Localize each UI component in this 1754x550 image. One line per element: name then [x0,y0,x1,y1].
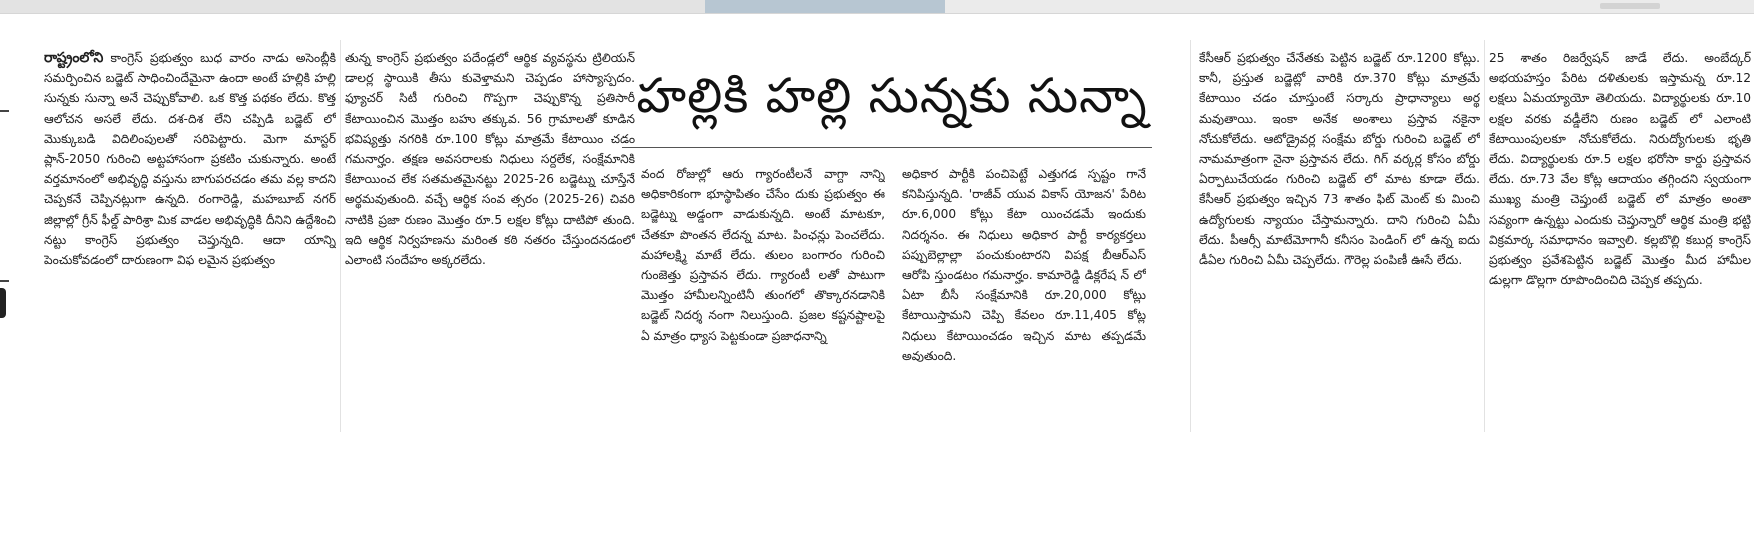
article-column-6 [1489,48,1751,434]
toolbar-segment-left [0,0,705,13]
page-edge-marks [0,20,14,432]
column-text: వంద రోజుల్లో ఆరు గ్యారంటీలనే వాగ్దా నాన్ని అధికారికంగా భూస్థాపితం చేసేం దుకు ప్రభుత్వం ఈ బడ్జెట్ను అడ్డంగా వాడుకున్నది. అంటే మాటకూ, చేతకూ పొంతన లేదన్న మాట. పింఛన్లు పెంచలేదు. మహాలక్ష్మి మాటే లేదు. తులం బంగారం గురించి గుంజెత్తు ప్రస్తావన లేదు. గ్యారంటీ లతో పాటుగా మొత్తం హామీలన్నింటినీ తుంగలో తొక్కారనడానికి బడ్జెట్ నిదర్శ నంగా నిలుస్తుంది. ప్రజల కష్టనష్టాలపై ఏ మాత్రం ధ్యాస పెట్టకుండా ప్రజాధనాన్ని [641,167,885,343]
article-column-2 [345,48,635,434]
lead-word: రాష్ట్రంలోని [44,50,104,66]
headline-underline [622,147,1152,148]
column-gutter [340,40,341,432]
column-gutter [1484,40,1485,432]
article-column-1 [44,48,336,434]
edge-tick [0,280,9,282]
column-text: కాంగ్రెస్ ప్రభుత్వం బుధ వారం నాడు అసెంబ్లీకి సమర్పించిన బడ్జెట్ సాధించిందేమైనా ఉందా అంటే హల్లికి హల్లి సున్నకు సున్నా అనే చెప్పుకోవాలి. ఒక కొత్త పథకం లేదు. కొత్త ఆలోచన అసలే లేదు. దశ-దిశ లేని చప్పిడి బడ్జెట్ లో మొక్కుబడి విదిలింపులతో సరిపెట్టారు. మెగా మాస్టర్ ప్లాన్-2050 గురించి అట్టహాసంగా ప్రకటిం చుకున్నారు. అంటే వర్తమానంలో అభివృద్ధి వస్తును బాగుపరచడం తమ వల్ల కాదని చెప్పకనే చెప్పినట్లుగా ఉన్నది. రంగారెడ్డి, మహబూబ్ నగర్ జిల్లాల్లో గ్రీన్ ఫీల్డ్ పారిశ్రా మిక వాడల అభివృద్ధికి దీనిని ఉద్దేశించి నట్టు కాంగ్రెస్ ప్రభుత్వం చెప్తున్నది. ఆదా యాన్ని పెంచుకోవడంలో దారుణంగా విఫ లమైన ప్రభుత్వం [44,51,336,268]
toolbar-control[interactable] [1600,3,1660,9]
column-paragraph [44,48,336,270]
edge-fragment [0,288,6,318]
column-text: తున్న కాంగ్రెస్ ప్రభుత్వం పదేండ్లలో ఆర్థిక వ్యవస్థను ట్రిలియన్ డాలర్ల స్థాయికి తీసు కువెళ్తామని చెప్పడం హాస్యాస్పదం. ఫ్యూచర్ సిటీ గురించి గొప్పగా చెప్పుకొన్న ప్రతిసారీ కేటాయించిన మొత్తం బహు తక్కువ. 56 గ్రామాలతో కూడిన భవిష్యత్తు నగరికి రూ.100 కోట్లు మాత్రమే కేటాయిం చడం గమనార్హం. తక్షణ అవసరాలకు నిధులు సర్దలేక, సంక్షేమానికి కేటాయించ లేక సతమతమైనట్టు 2025-26 బడ్జెట్ను చూస్తేనే అర్థమవుతుంది. వచ్చే ఆర్థిక సంవ త్సరం (2025-26) చివరి నాటికి ప్రజా రుణం మొత్తం రూ.5 లక్షల కోట్లు దాటిపో తుంది. ఇది ఆర్థిక నిర్వహణను మరింత కఠి నతరం చేస్తుందనడంలో ఎలాంటి సందేహం అక్కరలేదు. [345,51,635,268]
column-text: కేసీఆర్ ప్రభుత్వం చేనేతకు పెట్టిన బడ్జెట్ రూ.1200 కోట్లు. కానీ, ప్రస్తుత బడ్జెట్లో వారికి రూ.370 కోట్లు మాత్రమే కేటాయిం చడం చూస్తుంటే సర్కారు ప్రాధాన్యాలు అర్థ మవుతాయి. ఇంకా అనేక అంశాలు ప్రస్తావ నకైనా నోచుకోలేదు. ఆటోడ్రైవర్ల సంక్షేమ బోర్డు గురించి బడ్జెట్ లో నామమాత్రంగా నైనా ప్రస్తావన లేదు. గిగ్ వర్కర్ల కోసం బోర్డు ఏర్పాటుచేయడం గురించి బడ్జెట్ లో మాట కూడా లేదు. కేసీఆర్ ప్రభుత్వం ఇచ్చిన 73 శాతం ఫిట్ మెంట్ కు మించి ఉద్యోగులకు న్యాయం చేస్తామన్నారు. దాని గురించి ఏమీ లేదు. పీఆర్సీ మాటేమోగానీ కనీసం పెండింగ్ లో ఉన్న ఐదు డీఏల గురించి ఏమీ చెప్పలేదు. గౌరెల్ల పంపిణీ ఊసే లేదు. [1199,51,1480,268]
column-gutter [1190,40,1191,432]
toolbar-scroll-thumb[interactable] [705,0,945,13]
browser-toolbar-strip [0,0,1754,14]
article-column-4 [902,164,1146,550]
column-text: అధికార పార్టీకి పంచిపెట్టే ఎత్తుగడ స్పష్టం గానే కనిపిస్తున్నది. 'రాజీవ్ యువ వికాస్ యోజన' పేరిట రూ.6,000 కోట్లు కేటా యించడమే ఇందుకు నిదర్శనం. ఈ నిధులు అధికార పార్టీ కార్యకర్తలు పప్పుబెల్లాల్లా పంచుకుంటారని విపక్ష బీఆర్ఎస్ ఆరోపి స్తుండటం గమనార్హం. కామారెడ్డి డిక్లరేష న్ లో ఏటా బీసీ సంక్షేమానికి రూ.20,000 కోట్లు కేటాయిస్తామని చెప్పి కేవలం రూ.11,405 కోట్ల నిధులు కేటాయించడం ఇచ్చిన మాట తప్పడమే అవుతుంది. [902,167,1146,363]
column-text: 25 శాతం రిజర్వేషన్ జాడే లేదు. అంబేద్కర్ అభయహస్తం పేరిట దళితులకు ఇస్తామన్న రూ.12 లక్షలు ఏమయ్యాయో తెలియదు. విద్యార్థులకు రూ.10 లక్షల వరకు వడ్డీలేని రుణం బడ్జెట్ లో ఎలాంటి కేటాయింపులకూ నోచుకోలేదు. నిరుద్యోగులకు భృతి లేదు. విద్యార్థులకు రూ.5 లక్షల భరోసా కార్డు ప్రస్తావన లేదు. రూ.73 వేల కోట్ల ఆదాయం తగ్గిందని స్వయంగా ముఖ్య మంత్రి చెప్తుంటే బడ్జెట్ లో మాత్రం అంతా సవ్యంగా ఉన్నట్టు ఎందుకు చెప్తున్నారో ఆర్థిక మంత్రి భట్టి విక్రమార్క సమాధానం ఇవ్వాలి. కల్లబొల్లి కబుర్ల కాంగ్రెస్ ప్రభుత్వం ప్రవేశపెట్టిన బడ్జెట్ మొత్తం మీద హామీల డుల్లగా డొల్లగా రూపొందించిది చెప్పక తప్పదు. [1489,51,1751,288]
article-column-3 [641,164,885,550]
article-headline: హల్లికి హల్లి సున్నకు సున్నా [636,68,1148,124]
article-column-5 [1199,48,1480,434]
edge-tick [0,110,9,112]
